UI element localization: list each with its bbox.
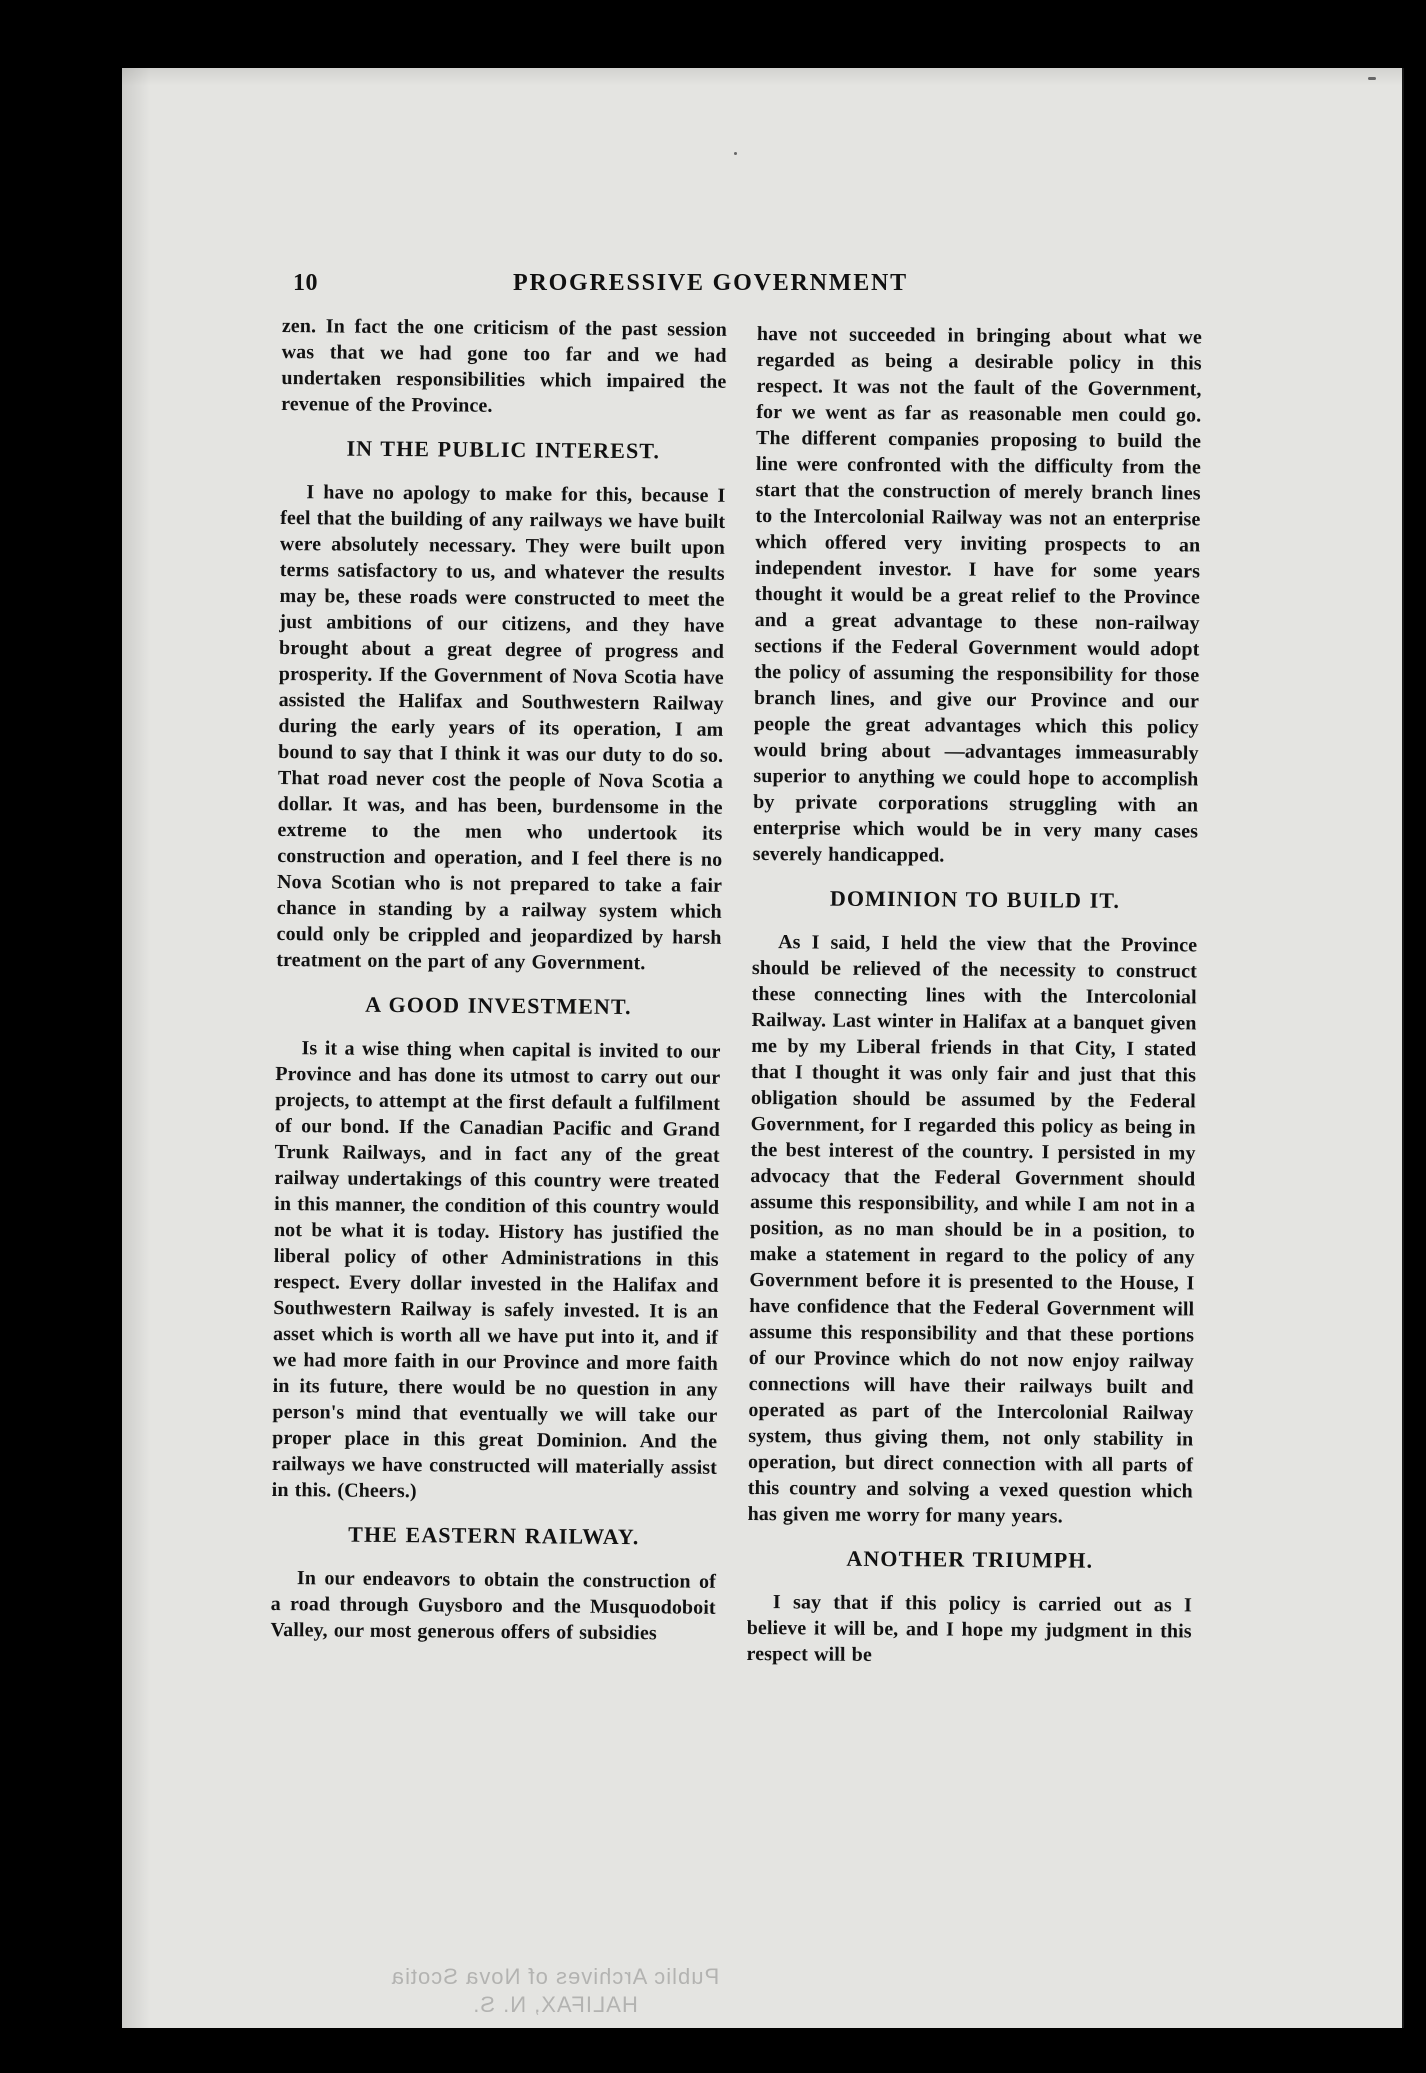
section-heading-eastern-railway: THE EASTERN RAILWAY. <box>348 1521 640 1550</box>
section-heading-public-interest: IN THE PUBLIC INTEREST. <box>346 435 661 464</box>
left-paragraph-4: In our endeavors to obtain the construction of a road through Guysboro and the Musquodoboit Valley, our most generous offers of subsidies <box>270 1567 717 1645</box>
running-title: PROGRESSIVE GOVERNMENT <box>513 270 908 296</box>
right-paragraph-2: As I said, I held the view that the Province should be relieved of the necessity to construct these connecting lines with the Intercolonial Railway. Last winter in Halifax at a banquet given me by my Liberal friends in that City, I stated that I thought it was only fair and just that this obligation should be assumed by the Federal Government, for I regarded this policy as being in the best interest of the country. I persisted in my advocacy that the Federal Government should assume this responsibility, and while I am not in a position, as no man should be in a position, to make a statement in regard to the policy of any Government before it is presented to the House, I have confidence that the Federal Government will assume this responsibility and that these portions of our Province which do not now enjoy railway connections will have their railways built and operated as part of the Intercolonial Railway system, thus giving them, not only stability in operation, but direct connection with all parts of this country and solving a vexed question which has given me worry for many years. <box>747 931 1198 1528</box>
archives-stamp-line-2: HALIFAX, N. S. <box>472 1992 638 2017</box>
archives-stamp <box>340 1963 770 2028</box>
scan-dust-mark <box>1368 77 1376 80</box>
left-paragraph-2: I have no apology to make for this, because I feel that the building of any railways we have built were absolutely necessary. They were built upon terms satisfactory to us, and whatever the results may be, these roads were constructed to meet the just ambitions of our citizens, and they have brought about a great degree of progress and prosperity. If the Government of Nova Scotia have assisted the Halifax and Southwestern Railway during the early years of its operation, I am bound to say that I think it was our duty to do so. That road never cost the people of Nova Scotia a dollar. It was, and has been, burdensome in the extreme to the men who undertook its construction and operation, and I feel there is no Nova Scotian who is not prepared to take a fair chance in standing by a railway system which could only be crippled and jeopardized by harsh treatment on the part of any Government. <box>276 481 726 975</box>
page-number: 10 <box>293 270 318 296</box>
section-heading-good-investment: A GOOD INVESTMENT. <box>365 991 632 1020</box>
archives-stamp-line-1: Public Archives of Nova Scotia <box>390 1964 720 1989</box>
right-paragraph-1: have not succeeded in bringing about what we regarded as being a desirable policy in this respect. It was not the fault of the Government, for we went as far as reasonable men could go. The different companies proposing to build the line were confronted with the difficulty from the start that the construction of merely branch lines to the Intercolonial Railway was not an enterprise which offered very inviting prospects to an independent investor. I have for some years thought it would be a great relief to the Province and a great advantage to these non-railway sections if the Federal Government would adopt the policy of assuming the responsibility for those branch lines, and give our Province and our people the great advantages which this policy would bring about —advantages immeasurably superior to anything we could hope to accomplish by private corporations struggling with an enterprise which would be in very many cases severely handicapped. <box>752 322 1202 867</box>
scanned-page <box>122 68 1404 2028</box>
page-header <box>293 270 1313 304</box>
right-paragraph-3: I say that if this policy is carried out as I believe it will be, and I hope my judgment in this respect will be <box>746 1591 1193 1666</box>
left-column <box>270 313 727 1647</box>
page-left-shadow <box>122 68 150 2028</box>
page-top-shadow <box>122 68 1404 86</box>
section-heading-another-triumph: ANOTHER TRIUMPH. <box>846 1545 1094 1573</box>
page-right-fold <box>1402 68 1404 2028</box>
section-heading-dominion-to-build-it: DOMINION TO BUILD IT. <box>829 885 1121 913</box>
left-paragraph-1: zen. In fact the one criticism of the past session was that we had gone too far and we had undertaken responsibilities which impaired the revenue of the Province. <box>281 314 727 417</box>
left-paragraph-3: Is it a wise thing when capital is invited to our Province and has done its utmost to carry out our projects, to attempt at the first default a fulfilment of our bond. If the Canadian Pacific and Grand Trunk Railways, and in fact any of the great railway undertakings of this country were treated in this manner, the condition of this country would not be what it is today. History has justified the liberal policy of other Administrations in this respect. Every dollar invested in the Halifax and Southwestern Railway is safely invested. It is an asset which is worth all we have put into it, and if we had more faith in our Province and more faith in its future, there would be no question in any person's mind that eventually we will take our proper place in this great Dominion. And the railways we have constructed will materially assist in this. (Cheers.) <box>271 1037 721 1503</box>
scan-dust-mark <box>734 152 737 155</box>
right-column <box>746 321 1202 1670</box>
